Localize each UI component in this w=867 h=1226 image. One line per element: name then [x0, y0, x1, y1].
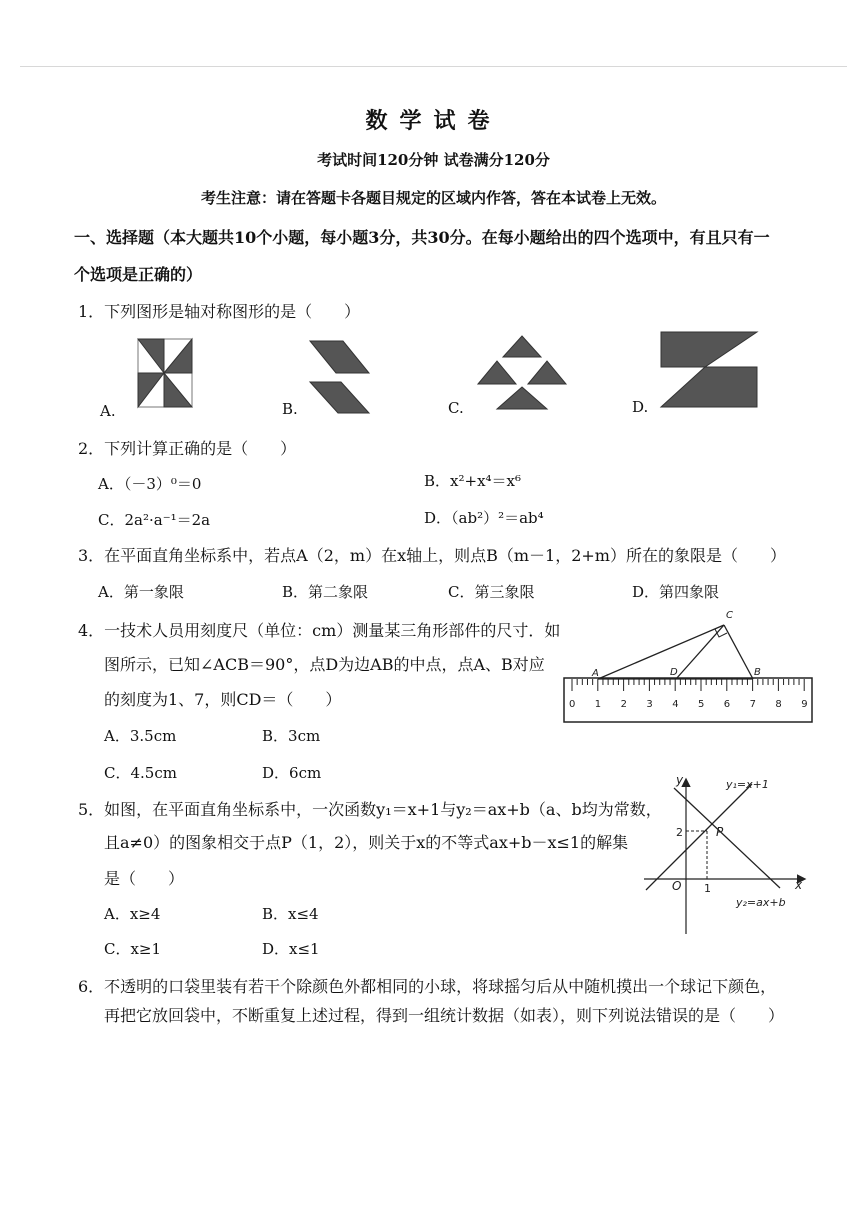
q3-option-c: C．第三象限: [448, 583, 535, 601]
y-axis-label: y: [676, 773, 684, 787]
q4-line2: 图所示，已知∠ACB＝90°，点D为边AB的中点，点A、B对应: [104, 655, 545, 674]
top-rule: [20, 66, 847, 67]
q3-option-b: B．第二象限: [282, 583, 369, 601]
q3-option-a: A．第一象限: [98, 583, 184, 601]
q4-option-c: C．4.5cm: [104, 764, 177, 782]
point-d-label: D: [670, 667, 678, 678]
q5-option-c: C．x≥1: [104, 940, 162, 958]
ruler-tick-label: 3: [646, 699, 653, 710]
ruler-tick-label: 8: [775, 699, 782, 710]
origin-label: O: [672, 879, 682, 893]
q1-figure-d-zshape: [657, 327, 762, 412]
ruler-tick-label: 6: [723, 699, 731, 710]
x-tick-label: 1: [704, 882, 711, 895]
q1-stem: 1．下列图形是轴对称图形的是（ ）: [78, 302, 361, 321]
line-y2: [674, 788, 780, 888]
point-p-label: P: [716, 825, 724, 839]
q3-stem: 3．在平面直角坐标系中，若点A（2，m）在x轴上，则点B（m－1，2+m）所在的象限是（ ）: [78, 546, 786, 565]
ruler-tick-label: 9: [801, 699, 808, 710]
q5-option-a: A．x≥4: [104, 905, 161, 923]
q4-line1: 4．一技术人员用刻度尺（单位：cm）测量某三角形部件的尺寸．如: [78, 621, 561, 640]
q1-label-a: A.: [100, 402, 116, 420]
section-heading-line2: 个选项是正确的）: [74, 265, 203, 284]
q2-option-c: C．2a²·a⁻¹＝2a: [98, 511, 211, 529]
ruler-tick-label: 1: [594, 699, 602, 710]
line-y1-label: y₁=x+1: [726, 778, 769, 791]
q5-option-d: D．x≤1: [262, 940, 320, 958]
q6-line2: 再把它放回袋中，不断重复上述过程，得到一组统计数据（如表），则下列说法错误的是（ ）: [104, 1006, 785, 1025]
line-y2-label: y₂=ax+b: [736, 896, 786, 909]
q5-line1: 5．如图，在平面直角坐标系中，一次函数y₁＝x+1与y₂＝ax+b（a、b均为常数，: [78, 800, 662, 819]
exam-subtitle: 考试时间120分钟 试卷满分120分: [317, 151, 550, 169]
q1-label-c: C.: [448, 399, 464, 417]
q5-line3: 是（ ）: [104, 869, 185, 888]
ruler-tick-label: 2: [620, 699, 627, 710]
point-c-label: C: [726, 610, 733, 621]
q4-figure-ruler-triangle: [560, 606, 820, 726]
ruler-tick-label: 4: [672, 699, 679, 710]
q6-line1: 6．不透明的口袋里装有若干个除颜色外都相同的小球，将球摇匀后从中随机摸出一个球记下颜色，: [78, 977, 777, 996]
q1-figure-a-pinwheel: [128, 334, 200, 412]
x-axis-label: x: [795, 878, 803, 892]
q2-stem: 2．下列计算正确的是（ ）: [78, 439, 297, 458]
q2-option-b: B．x²+x⁴＝x⁶: [424, 472, 522, 490]
ruler-tick-label: 0: [569, 699, 576, 710]
q1-figure-b-parallelograms: [305, 337, 375, 417]
q2-option-d: D．（ab²）²＝ab⁴: [424, 509, 544, 527]
q1-figure-c-triangles: [475, 333, 570, 413]
q1-label-b: B.: [282, 400, 298, 418]
q3-option-d: D．第四象限: [632, 583, 720, 601]
ruler-tick-label: 7: [749, 699, 756, 710]
q5-option-b: B．x≤4: [262, 905, 319, 923]
exam-title: 数学试卷: [365, 108, 502, 134]
q4-option-b: B．3cm: [262, 727, 321, 745]
y-tick-label: 2: [676, 826, 683, 839]
ruler-tick-label: 5: [698, 699, 705, 710]
q1-label-d: D.: [632, 398, 649, 416]
point-a-label: A: [592, 668, 599, 679]
line-y1: [646, 784, 752, 890]
q5-line2: 且a≠0）的图象相交于点P（1，2），则关于x的不等式ax+b－x≤1的解集: [104, 833, 629, 852]
q4-option-d: D．6cm: [262, 764, 322, 782]
q2-option-a: A．（－3）⁰＝0: [98, 475, 202, 493]
point-b-label: B: [754, 667, 761, 678]
q5-figure-graph: [640, 766, 815, 936]
q4-line3: 的刻度为1、7，则CD＝（ ）: [104, 690, 342, 709]
exam-notice: 考生注意：请在答题卡各题目规定的区域内作答，答在本试卷上无效。: [200, 189, 666, 207]
q4-option-a: A．3.5cm: [104, 727, 177, 745]
section-heading-line1: 一、选择题（本大题共10个小题，每小题3分，共30分。在每小题给出的四个选项中，有且只有一: [74, 228, 770, 247]
